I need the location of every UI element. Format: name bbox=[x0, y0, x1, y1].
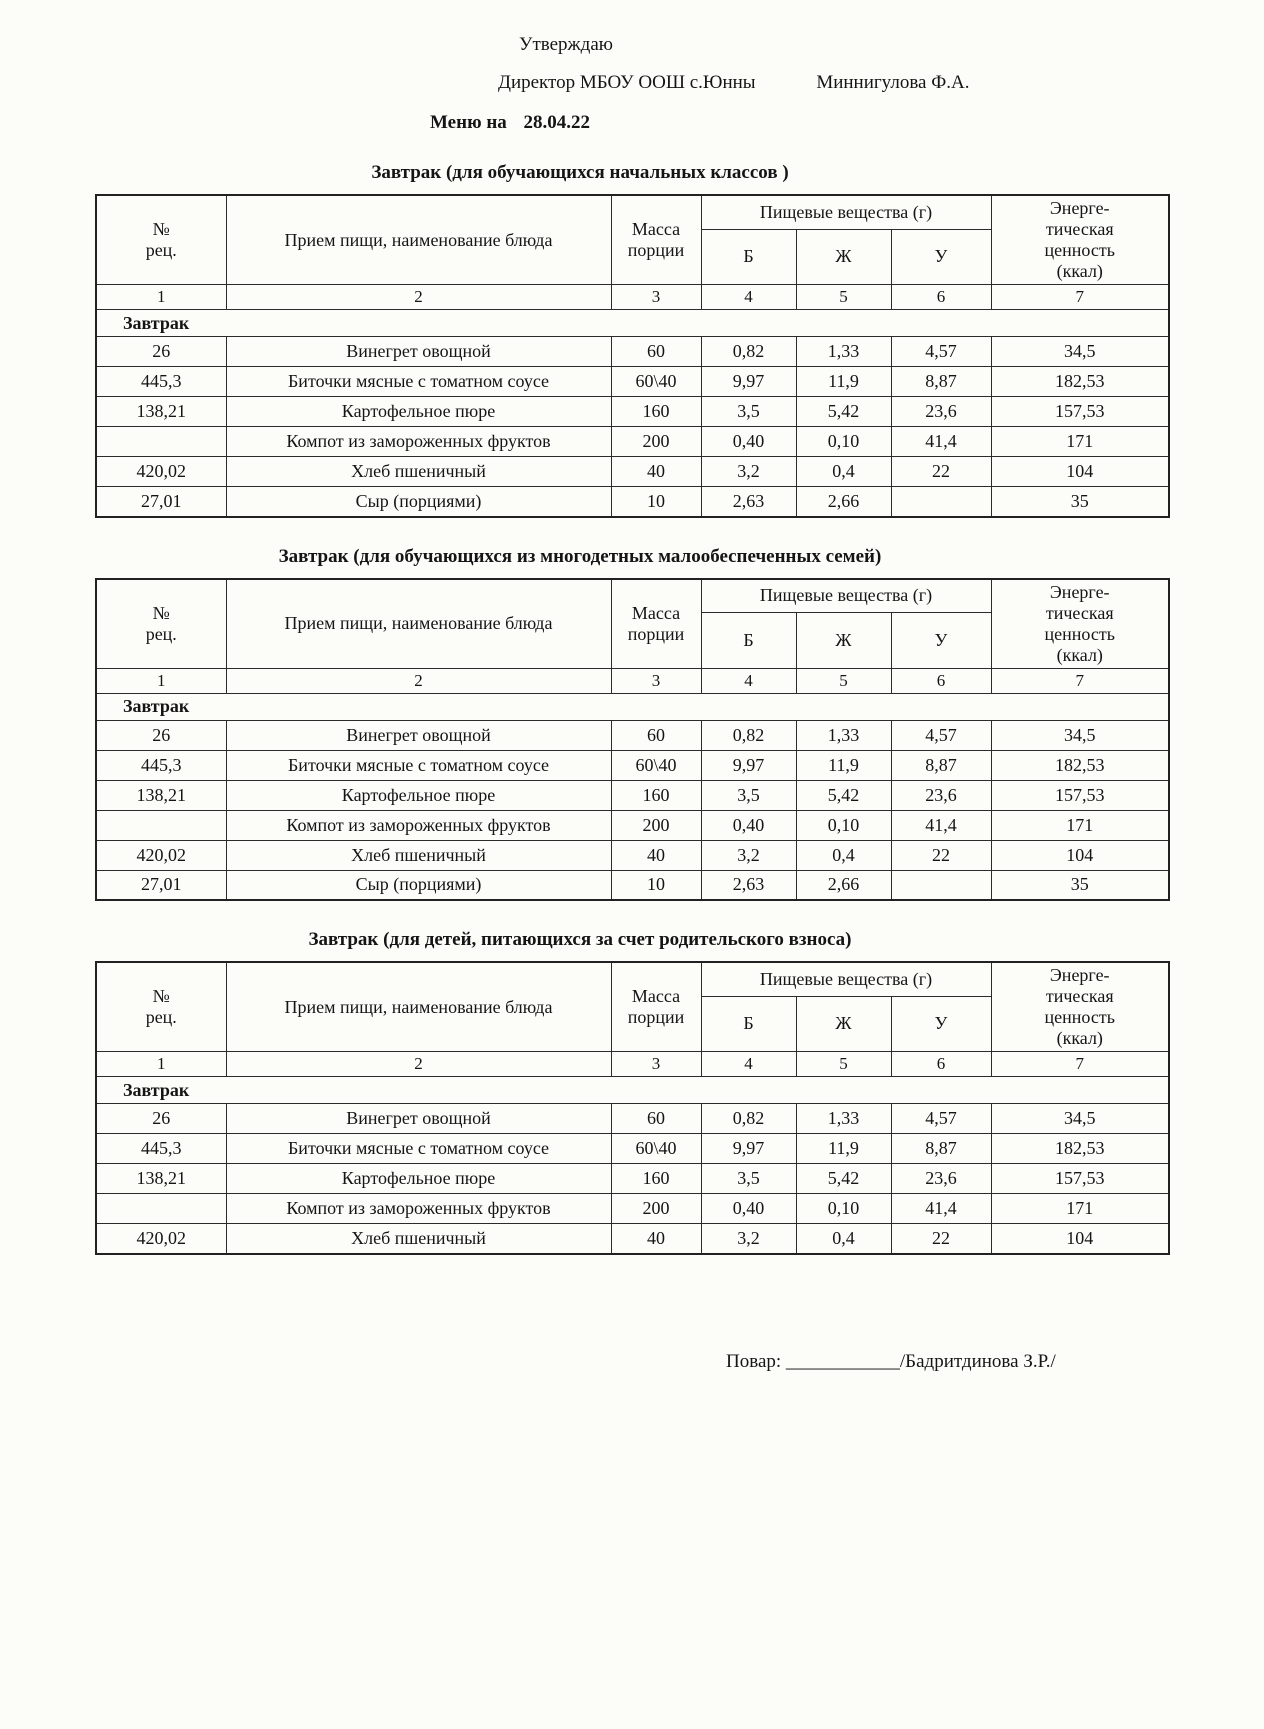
dish-name: Винегрет овощной bbox=[226, 720, 611, 750]
fat-g: 2,66 bbox=[796, 870, 891, 900]
energy-kcal: 35 bbox=[991, 870, 1169, 900]
recipe-number: 445,3 bbox=[96, 750, 226, 780]
col-header-dish: Прием пищи, наименование блюда bbox=[226, 962, 611, 1052]
dish-name: Компот из замороженных фруктов bbox=[226, 810, 611, 840]
carbs-g: 8,87 bbox=[891, 1134, 991, 1164]
carbs-g: 41,4 bbox=[891, 427, 991, 457]
protein-g: 3,2 bbox=[701, 1224, 796, 1254]
menu-table-section-2 bbox=[0, 546, 1264, 902]
energy-kcal: 182,53 bbox=[991, 1134, 1169, 1164]
portion-mass: 40 bbox=[611, 840, 701, 870]
menu-row bbox=[96, 367, 1169, 397]
fat-g: 1,33 bbox=[796, 1104, 891, 1134]
protein-g: 0,40 bbox=[701, 810, 796, 840]
col-number: 7 bbox=[991, 1052, 1169, 1077]
protein-g: 0,82 bbox=[701, 1104, 796, 1134]
col-number: 2 bbox=[226, 1052, 611, 1077]
menu-row bbox=[96, 780, 1169, 810]
approve-line: Утверждаю bbox=[519, 34, 613, 55]
protein-g: 2,63 bbox=[701, 870, 796, 900]
dish-name: Хлеб пшеничный bbox=[226, 840, 611, 870]
carbs-g bbox=[891, 870, 991, 900]
carbs-g: 23,6 bbox=[891, 1164, 991, 1194]
energy-kcal: 171 bbox=[991, 427, 1169, 457]
col-number: 5 bbox=[796, 285, 891, 310]
carbs-g: 23,6 bbox=[891, 397, 991, 427]
protein-g: 0,82 bbox=[701, 337, 796, 367]
fat-g: 11,9 bbox=[796, 367, 891, 397]
energy-kcal: 104 bbox=[991, 457, 1169, 487]
energy-kcal: 182,53 bbox=[991, 367, 1169, 397]
recipe-number bbox=[96, 427, 226, 457]
dish-name: Биточки мясные с томатном соусе bbox=[226, 367, 611, 397]
dish-name: Сыр (порциями) bbox=[226, 870, 611, 900]
menu-row bbox=[96, 720, 1169, 750]
table-title: Завтрак (для обучающихся начальных классов ) bbox=[371, 162, 789, 183]
energy-kcal: 34,5 bbox=[991, 337, 1169, 367]
signature-blank: ____________ bbox=[785, 1350, 900, 1372]
col-number: 2 bbox=[226, 285, 611, 310]
dish-name: Хлеб пшеничный bbox=[226, 457, 611, 487]
col-header-mass bbox=[611, 962, 701, 1052]
cook-signature-line bbox=[726, 1351, 1264, 1373]
col-number: 6 bbox=[891, 285, 991, 310]
fat-g: 2,66 bbox=[796, 487, 891, 517]
col-number: 7 bbox=[991, 285, 1169, 310]
protein-g: 0,40 bbox=[701, 1194, 796, 1224]
portion-mass: 160 bbox=[611, 780, 701, 810]
fat-g: 0,10 bbox=[796, 427, 891, 457]
portion-mass: 60 bbox=[611, 337, 701, 367]
carbs-g: 8,87 bbox=[891, 367, 991, 397]
dish-name: Винегрет овощной bbox=[226, 337, 611, 367]
col-number: 1 bbox=[96, 1052, 226, 1077]
protein-g: 9,97 bbox=[701, 367, 796, 397]
carbs-g bbox=[891, 487, 991, 517]
portion-mass: 60\40 bbox=[611, 750, 701, 780]
menu-row bbox=[96, 427, 1169, 457]
protein-g: 3,2 bbox=[701, 457, 796, 487]
menu-row bbox=[96, 487, 1169, 517]
fat-g: 1,33 bbox=[796, 720, 891, 750]
protein-g: 3,5 bbox=[701, 1164, 796, 1194]
portion-mass: 10 bbox=[611, 487, 701, 517]
col-header-carbs: У bbox=[891, 996, 991, 1051]
energy-kcal: 104 bbox=[991, 1224, 1169, 1254]
col-number: 2 bbox=[226, 668, 611, 693]
portion-mass: 10 bbox=[611, 870, 701, 900]
dish-name: Картофельное пюре bbox=[226, 1164, 611, 1194]
col-header-nutrients: Пищевые вещества (г) bbox=[701, 962, 991, 996]
menu-label: Меню на bbox=[430, 112, 507, 133]
menu-row bbox=[96, 1224, 1169, 1254]
menu-row bbox=[96, 750, 1169, 780]
menu-table-section-1 bbox=[0, 162, 1264, 518]
carbs-g: 8,87 bbox=[891, 750, 991, 780]
meal-section-label: Завтрак bbox=[96, 1077, 1169, 1104]
table-title: Завтрак (для обучающихся из многодетных малообеспеченных семей) bbox=[278, 545, 882, 567]
menu-table bbox=[95, 578, 1170, 902]
col-header-recipe-no-text: № рец. bbox=[145, 986, 177, 1027]
menu-row bbox=[96, 337, 1169, 367]
menu-table bbox=[95, 194, 1170, 518]
director-title: Директор МБОУ ООШ с.Юнны bbox=[498, 72, 756, 93]
menu-table bbox=[95, 961, 1170, 1255]
fat-g: 0,10 bbox=[796, 1194, 891, 1224]
cook-name: /Бадритдинова З.Р./ bbox=[899, 1350, 1056, 1372]
recipe-number: 420,02 bbox=[96, 457, 226, 487]
dish-name: Компот из замороженных фруктов bbox=[226, 427, 611, 457]
director-line bbox=[498, 72, 1264, 94]
recipe-number: 26 bbox=[96, 1104, 226, 1134]
recipe-number: 420,02 bbox=[96, 1224, 226, 1254]
meal-section-label: Завтрак bbox=[96, 693, 1169, 720]
col-header-energy bbox=[991, 195, 1169, 285]
energy-kcal: 34,5 bbox=[991, 720, 1169, 750]
col-header-recipe-no bbox=[96, 579, 226, 669]
menu-row bbox=[96, 1164, 1169, 1194]
col-number: 5 bbox=[796, 1052, 891, 1077]
energy-kcal: 34,5 bbox=[991, 1104, 1169, 1134]
col-header-recipe-no bbox=[96, 195, 226, 285]
col-header-fat: Ж bbox=[796, 229, 891, 284]
col-header-mass-text: Масса порции bbox=[627, 986, 685, 1027]
col-header-recipe-no-text: № рец. bbox=[145, 219, 177, 260]
col-header-fat: Ж bbox=[796, 996, 891, 1051]
col-number: 3 bbox=[611, 1052, 701, 1077]
menu-table-section-3 bbox=[0, 929, 1264, 1255]
col-number: 4 bbox=[701, 1052, 796, 1077]
portion-mass: 160 bbox=[611, 1164, 701, 1194]
col-number: 4 bbox=[701, 285, 796, 310]
col-header-energy-text: Энерге-тическая ценность (ккал) bbox=[1044, 581, 1115, 665]
col-header-carbs: У bbox=[891, 229, 991, 284]
portion-mass: 200 bbox=[611, 810, 701, 840]
col-number: 6 bbox=[891, 668, 991, 693]
menu-row bbox=[96, 1134, 1169, 1164]
carbs-g: 23,6 bbox=[891, 780, 991, 810]
carbs-g: 41,4 bbox=[891, 810, 991, 840]
energy-kcal: 157,53 bbox=[991, 397, 1169, 427]
carbs-g: 4,57 bbox=[891, 720, 991, 750]
col-header-recipe-no bbox=[96, 962, 226, 1052]
fat-g: 1,33 bbox=[796, 337, 891, 367]
col-header-energy bbox=[991, 962, 1169, 1052]
recipe-number: 138,21 bbox=[96, 780, 226, 810]
col-number: 1 bbox=[96, 285, 226, 310]
col-header-protein: Б bbox=[701, 229, 796, 284]
recipe-number: 445,3 bbox=[96, 367, 226, 397]
protein-g: 3,5 bbox=[701, 780, 796, 810]
carbs-g: 22 bbox=[891, 457, 991, 487]
protein-g: 0,82 bbox=[701, 720, 796, 750]
table-title: Завтрак (для детей, питающихся за счет родительского взноса) bbox=[308, 929, 852, 950]
recipe-number: 138,21 bbox=[96, 1164, 226, 1194]
recipe-number: 27,01 bbox=[96, 487, 226, 517]
carbs-g: 4,57 bbox=[891, 337, 991, 367]
menu-row bbox=[96, 457, 1169, 487]
recipe-number: 27,01 bbox=[96, 870, 226, 900]
portion-mass: 60 bbox=[611, 720, 701, 750]
dish-name: Сыр (порциями) bbox=[226, 487, 611, 517]
fat-g: 11,9 bbox=[796, 1134, 891, 1164]
protein-g: 3,2 bbox=[701, 840, 796, 870]
carbs-g: 22 bbox=[891, 1224, 991, 1254]
recipe-number: 138,21 bbox=[96, 397, 226, 427]
menu-row bbox=[96, 1104, 1169, 1134]
energy-kcal: 104 bbox=[991, 840, 1169, 870]
col-header-energy bbox=[991, 579, 1169, 669]
carbs-g: 4,57 bbox=[891, 1104, 991, 1134]
menu-row bbox=[96, 397, 1169, 427]
energy-kcal: 35 bbox=[991, 487, 1169, 517]
portion-mass: 60\40 bbox=[611, 367, 701, 397]
portion-mass: 200 bbox=[611, 1194, 701, 1224]
col-header-mass-text: Масса порции bbox=[627, 602, 685, 644]
energy-kcal: 157,53 bbox=[991, 1164, 1169, 1194]
col-header-protein: Б bbox=[701, 613, 796, 668]
menu-row bbox=[96, 870, 1169, 900]
col-header-recipe-no-text: № рец. bbox=[145, 602, 177, 644]
fat-g: 0,4 bbox=[796, 840, 891, 870]
dish-name: Картофельное пюре bbox=[226, 397, 611, 427]
fat-g: 0,4 bbox=[796, 457, 891, 487]
col-header-energy-text: Энерге-тическая ценность (ккал) bbox=[1044, 965, 1115, 1048]
col-header-nutrients: Пищевые вещества (г) bbox=[701, 579, 991, 613]
col-number: 3 bbox=[611, 668, 701, 693]
protein-g: 2,63 bbox=[701, 487, 796, 517]
fat-g: 5,42 bbox=[796, 780, 891, 810]
director-name: Миннигулова Ф.А. bbox=[816, 72, 970, 93]
col-header-energy-text: Энерге-тическая ценность (ккал) bbox=[1044, 198, 1115, 281]
portion-mass: 40 bbox=[611, 1224, 701, 1254]
energy-kcal: 171 bbox=[991, 810, 1169, 840]
col-number: 6 bbox=[891, 1052, 991, 1077]
energy-kcal: 171 bbox=[991, 1194, 1169, 1224]
dish-name: Компот из замороженных фруктов bbox=[226, 1194, 611, 1224]
dish-name: Винегрет овощной bbox=[226, 1104, 611, 1134]
col-header-nutrients: Пищевые вещества (г) bbox=[701, 195, 991, 229]
protein-g: 9,97 bbox=[701, 750, 796, 780]
portion-mass: 60\40 bbox=[611, 1134, 701, 1164]
col-header-mass bbox=[611, 195, 701, 285]
recipe-number bbox=[96, 810, 226, 840]
menu-date: 28.04.22 bbox=[523, 112, 591, 133]
meal-section-row bbox=[96, 693, 1169, 720]
fat-g: 0,4 bbox=[796, 1224, 891, 1254]
recipe-number: 445,3 bbox=[96, 1134, 226, 1164]
meal-section-row bbox=[96, 310, 1169, 337]
energy-kcal: 157,53 bbox=[991, 780, 1169, 810]
menu-table-body bbox=[96, 693, 1169, 900]
menu-table-body bbox=[96, 310, 1169, 517]
meal-section-row bbox=[96, 1077, 1169, 1104]
protein-g: 3,5 bbox=[701, 397, 796, 427]
col-header-protein: Б bbox=[701, 996, 796, 1051]
portion-mass: 200 bbox=[611, 427, 701, 457]
col-header-mass-text: Масса порции bbox=[627, 219, 685, 260]
portion-mass: 40 bbox=[611, 457, 701, 487]
menu-row bbox=[96, 1194, 1169, 1224]
menu-date-line bbox=[430, 112, 1264, 134]
col-header-carbs: У bbox=[891, 613, 991, 668]
fat-g: 5,42 bbox=[796, 1164, 891, 1194]
recipe-number: 420,02 bbox=[96, 840, 226, 870]
carbs-g: 22 bbox=[891, 840, 991, 870]
menu-row bbox=[96, 810, 1169, 840]
carbs-g: 41,4 bbox=[891, 1194, 991, 1224]
col-header-dish: Прием пищи, наименование блюда bbox=[226, 195, 611, 285]
protein-g: 0,40 bbox=[701, 427, 796, 457]
energy-kcal: 182,53 bbox=[991, 750, 1169, 780]
recipe-number bbox=[96, 1194, 226, 1224]
meal-section-label: Завтрак bbox=[96, 310, 1169, 337]
protein-g: 9,97 bbox=[701, 1134, 796, 1164]
fat-g: 11,9 bbox=[796, 750, 891, 780]
col-number: 3 bbox=[611, 285, 701, 310]
fat-g: 0,10 bbox=[796, 810, 891, 840]
portion-mass: 160 bbox=[611, 397, 701, 427]
portion-mass: 60 bbox=[611, 1104, 701, 1134]
col-header-dish: Прием пищи, наименование блюда bbox=[226, 579, 611, 669]
recipe-number: 26 bbox=[96, 720, 226, 750]
dish-name: Биточки мясные с томатном соусе bbox=[226, 1134, 611, 1164]
cook-label: Повар: bbox=[726, 1350, 782, 1372]
dish-name: Хлеб пшеничный bbox=[226, 1224, 611, 1254]
recipe-number: 26 bbox=[96, 337, 226, 367]
col-header-mass bbox=[611, 579, 701, 669]
col-number: 7 bbox=[991, 668, 1169, 693]
dish-name: Биточки мясные с томатном соусе bbox=[226, 750, 611, 780]
col-header-fat: Ж bbox=[796, 613, 891, 668]
dish-name: Картофельное пюре bbox=[226, 780, 611, 810]
menu-table-body bbox=[96, 1077, 1169, 1254]
col-number: 1 bbox=[96, 668, 226, 693]
menu-row bbox=[96, 840, 1169, 870]
fat-g: 5,42 bbox=[796, 397, 891, 427]
col-number: 4 bbox=[701, 668, 796, 693]
col-number: 5 bbox=[796, 668, 891, 693]
